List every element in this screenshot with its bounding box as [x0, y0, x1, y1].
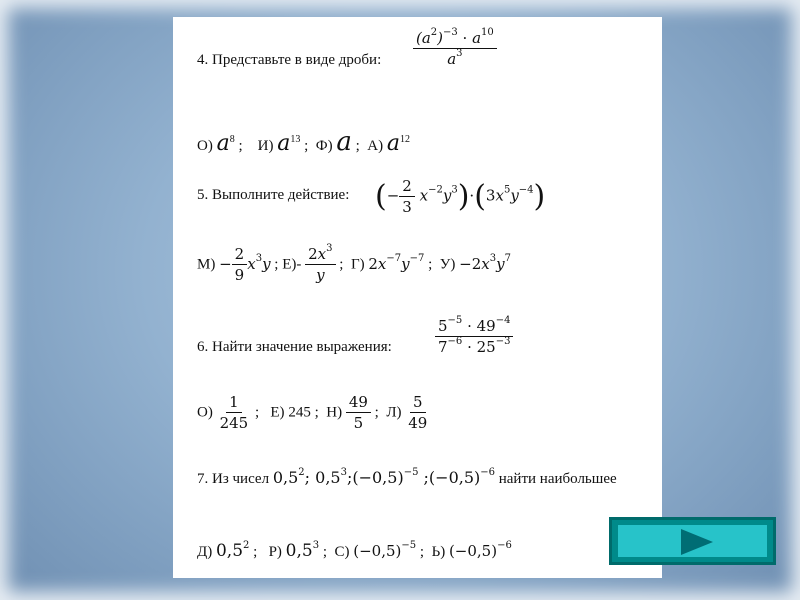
task-4-label: 4. Представьте в виде дроби:	[197, 52, 382, 68]
option-label: М)	[197, 256, 216, 273]
task-5-expression: (− $\frac{2}{3}$ $x^{-2}y^3)\cdot(3x^5y^{-4})$	[375, 177, 546, 216]
option-label: Е)	[270, 404, 285, 421]
option-label: Ь)	[431, 544, 446, 560]
task-7-label-start: 7. Из чисел	[197, 471, 270, 487]
task-7-question	[197, 468, 617, 488]
option-label: И)	[257, 138, 274, 154]
task-5-options: М) − $\frac{2}{9}$ $x^3y$ ; Е)- $\frac{2x^3}{y}$ ; Г) $2x^{-7}y^{-7}$ ; $У) -2x^3y^7$	[197, 243, 511, 284]
next-slide-button[interactable]	[609, 517, 776, 565]
task-6-options: О) $\frac{1}{245}$ ; Е) 245 ; Н) $\frac{49}{5}$ ; Л) $\frac{5}{49}$	[197, 393, 430, 432]
task-7-options: Д) $0,5^2$ ; Р) $0,5^3$ ; С) $(-0,5)^{-5}$ ; Ь) $(-0,5)^{-6}$	[197, 540, 512, 561]
option-value[interactable]: $0,5^3$	[285, 540, 320, 561]
play-arrow-icon	[679, 528, 715, 556]
option-label: Н)	[326, 404, 343, 421]
option-label: Е)-	[282, 256, 302, 273]
task-7-label-end: найти наибольшее	[498, 471, 617, 487]
option-value[interactable]: $\frac{5}{49}$	[408, 393, 428, 432]
task-6-label: 6. Найти значение выражения:	[197, 339, 392, 355]
option-label: А)	[367, 138, 384, 154]
option-label: Г)	[350, 256, 365, 273]
task-4-options: О) $a^8$ ; И) $a^{13}$ ; Ф) a ; А) $a^{12}$	[197, 127, 410, 157]
option-label: О)	[197, 138, 213, 154]
option-value[interactable]: $-2x^3y^7$	[459, 252, 511, 273]
option-value[interactable]: − $\frac{2}{9}$ $x^3y$	[219, 245, 271, 284]
option-value[interactable]: $(-0,5)^{-6}$	[448, 540, 512, 560]
task-7-numbers: $0,5^2$; $0,5^3;(-0,5)^{-5}$ $;(-0,5)^{-6}$	[272, 467, 495, 487]
option-value[interactable]: $\frac{2x^3}{y}$	[305, 255, 335, 273]
option-value[interactable]: a	[386, 131, 400, 156]
option-value[interactable]: $(-0,5)^{-5}$	[353, 540, 417, 560]
option-value[interactable]: a	[216, 131, 230, 156]
option-value[interactable]: $0,5^2$	[215, 540, 250, 561]
option-value[interactable]: $\frac{49}{5}$	[346, 403, 371, 421]
option-value[interactable]: $\frac{1}{245}$	[219, 393, 249, 432]
option-label: С)	[334, 544, 350, 560]
task-6-expression: $\frac{5^{-5} \cdot 49^{-4}}{7^{-6} \cdot 25^{-3}}$	[435, 317, 513, 356]
option-label: Л)	[386, 404, 402, 421]
option-label: Д)	[197, 544, 213, 560]
option-label: Ф)	[315, 138, 333, 154]
worksheet-page	[173, 17, 662, 578]
option-label: Р)	[268, 544, 282, 560]
option-value[interactable]: 245	[288, 404, 311, 421]
option-value[interactable]: a	[336, 127, 352, 157]
task-4-expression: $\frac{(a^2)^{-3} \cdot a^{10}}{a^3}$	[413, 29, 497, 68]
option-value[interactable]: $2x^{-7}y^{-7}$	[368, 252, 425, 273]
option-label: У)	[439, 256, 456, 273]
option-value[interactable]: a	[277, 131, 291, 156]
option-label: О)	[197, 404, 213, 421]
task-5-label: 5. Выполните действие:	[197, 187, 350, 203]
